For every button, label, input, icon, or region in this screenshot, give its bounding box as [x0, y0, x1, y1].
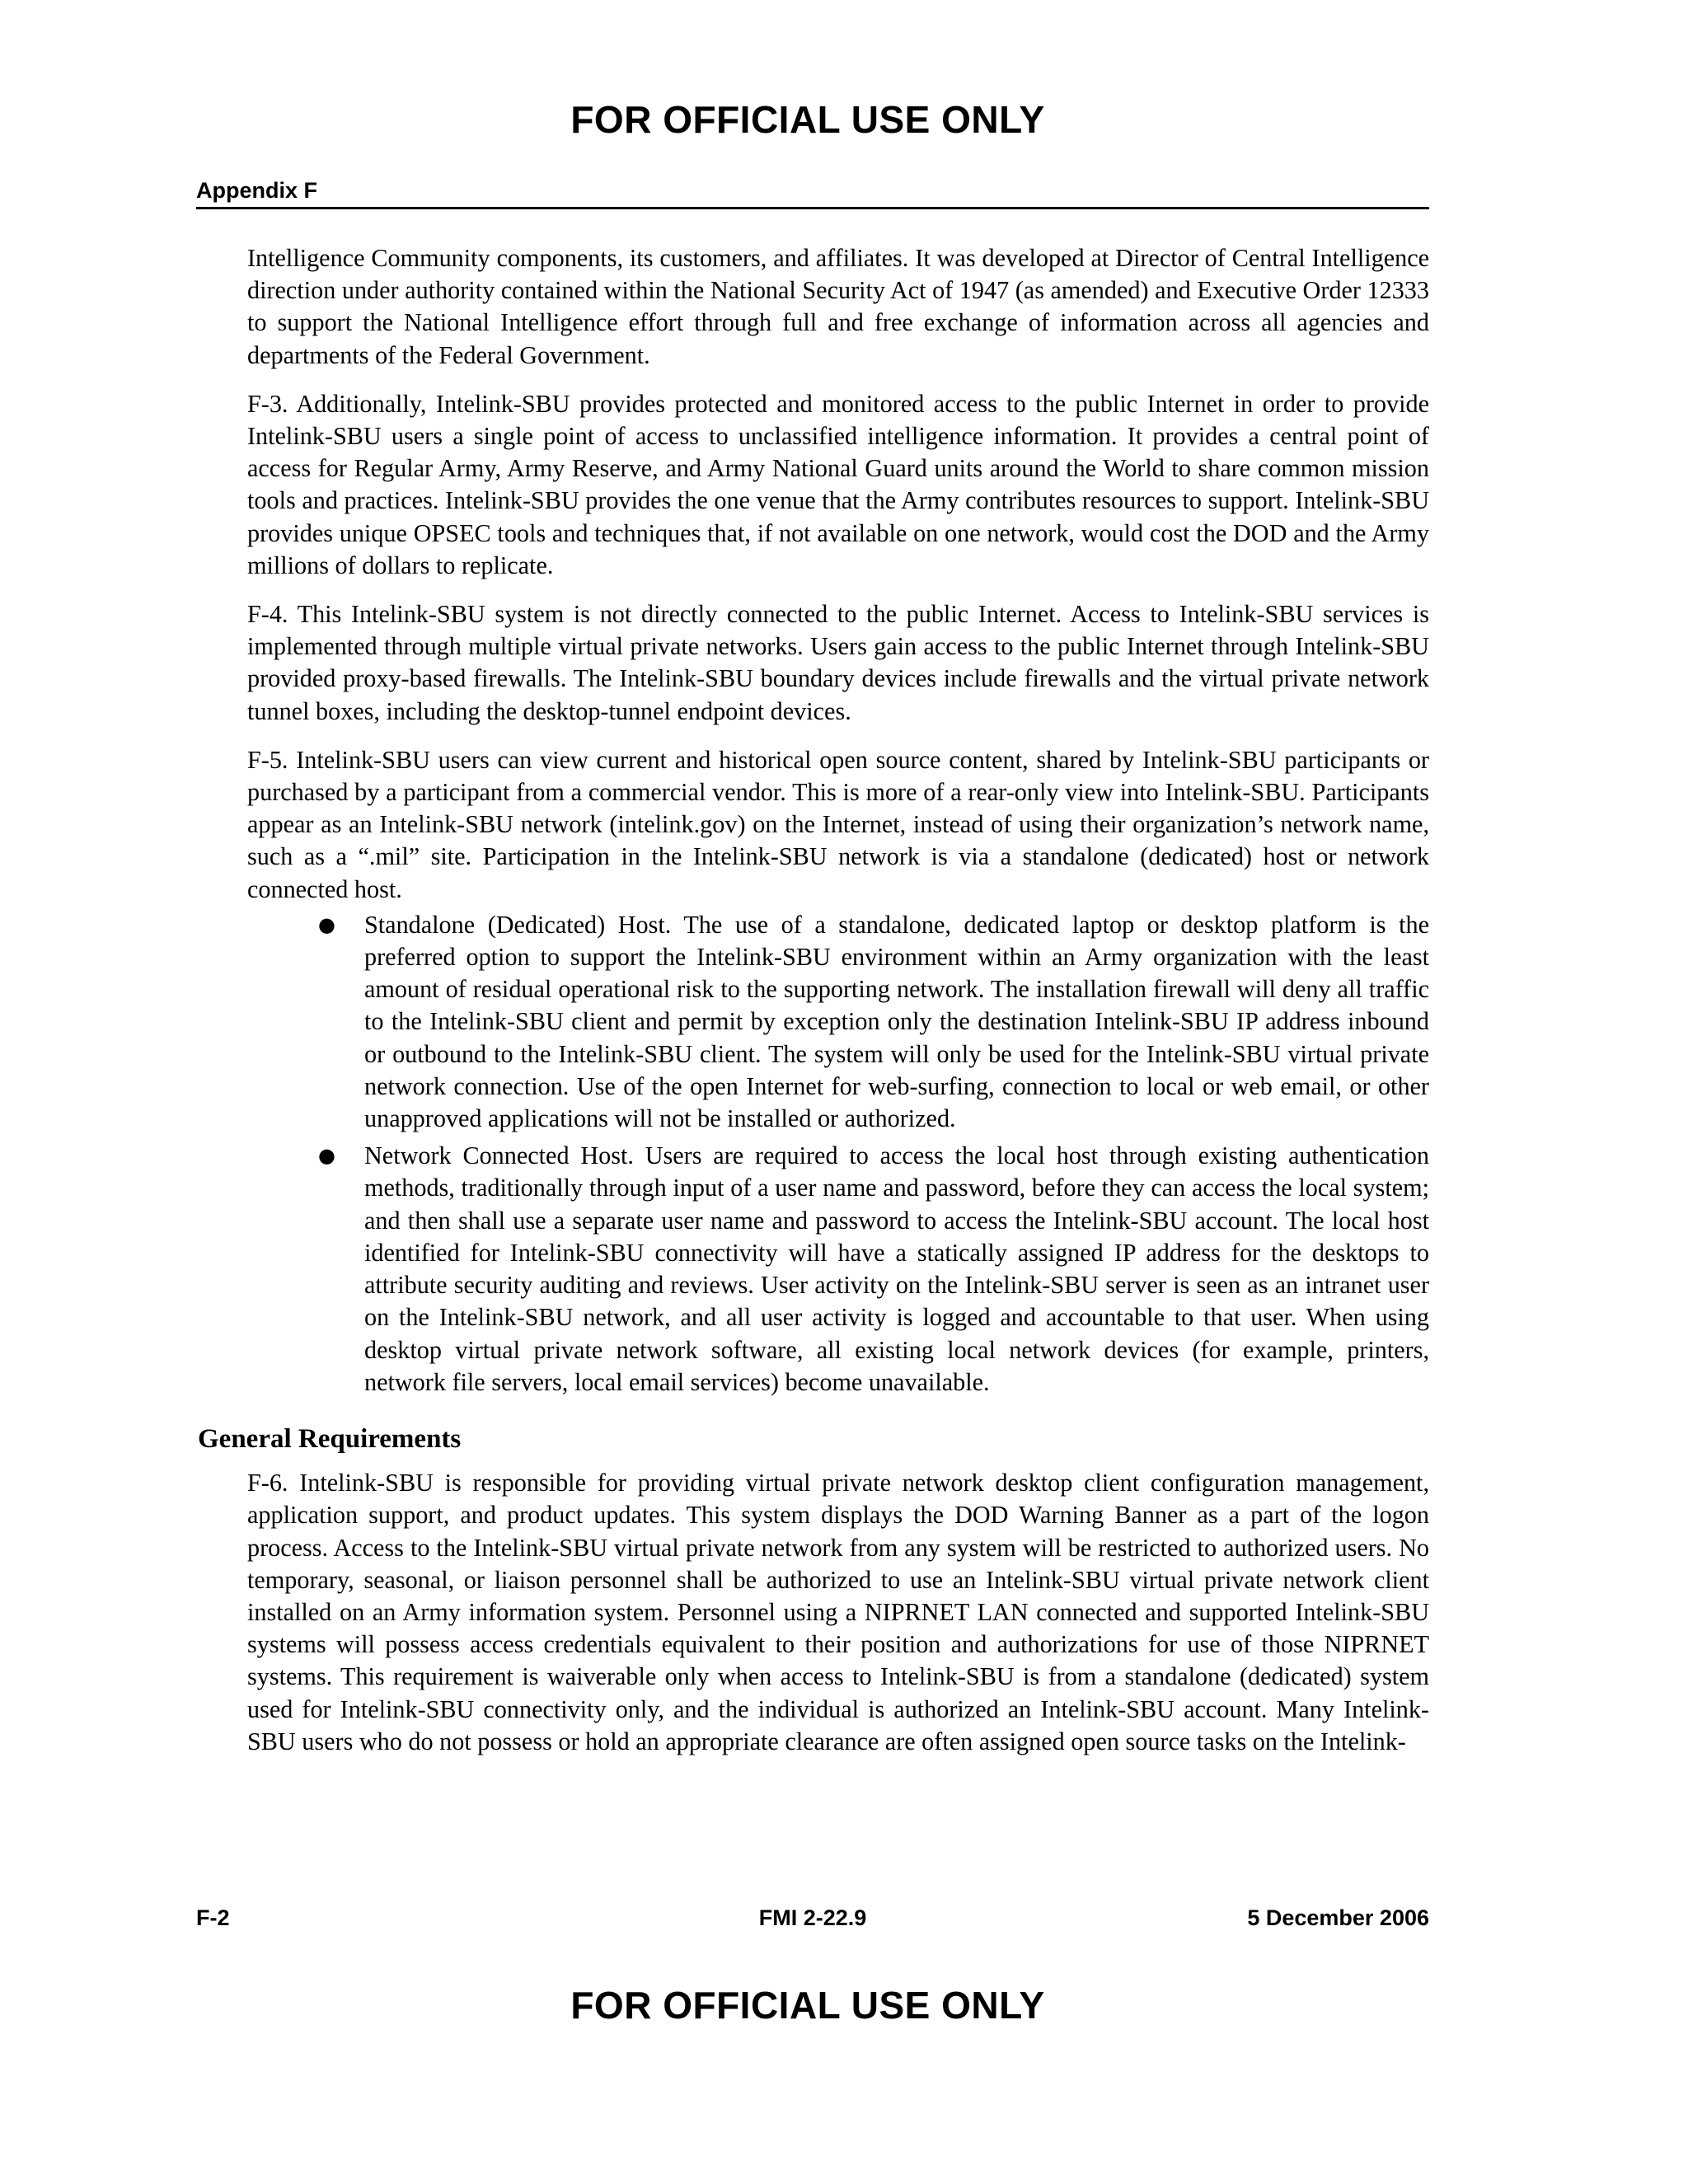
footer-doc-id: FMI 2-22.9 [758, 1905, 867, 1930]
running-head: Appendix F [196, 178, 317, 203]
paragraph-f4: F-4. This Intelink-SBU system is not directly connected to the public Internet. Access to Intelink-SBU services is implemented through multiple virtual private networks. Users gain access to the public Internet through Intelink-SBU provided proxy-based firewalls. The Intelink-SBU boundary devices include firewalls and the virtual private network tunnel boxes, including the desktop-tunnel endpoint devices. [247, 600, 1429, 725]
paragraph-f3: F-3. Additionally, Intelink-SBU provides protected and monitored access to the public Internet in order to provide Intelink-SBU users a single point of access to unclassified intelligence information. It provides a central point of access for Regular Army, Army Reserve, and Army National Guard units around the World to share common mission tools and practices. Intelink-SBU provides the one venue that the Army contributes resources to support. Intelink-SBU provides unique OPSEC tools and techniques that, if not available on one network, would cost the DOD and the Army millions of dollars to replicate. [247, 389, 1429, 579]
bullet-icon: ● [318, 1144, 335, 1168]
bullet-item-network-connected-host [247, 1140, 1429, 1399]
classification-banner-bottom: FOR OFFICIAL USE ONLY [570, 1984, 1045, 2027]
bullet-text: Network Connected Host. Users are required to access the local host through existing authentication methods, traditionally through input of a user name and password, before they can access the local system; and then shall use a separate user name and password to access the Intelink-SBU account. The local host identified for Intelink-SBU connectivity will have a statically assigned IP address for the desktops to attribute security auditing and reviews. User activity on the Intelink-SBU server is seen as an intranet user on the Intelink-SBU network, and all user activity is logged and accountable to that user. When using desktop virtual private network software, all existing local network devices (for example, printers, network file servers, local email services) become unavailable. [364, 1141, 1429, 1396]
document-body [198, 242, 1429, 1774]
bullet-text: Standalone (Dedicated) Host. The use of a standalone, dedicated laptop or desktop platform is the preferred option to support the Intelink-SBU environment within an Army organization with the least amount of residual operational risk to the supporting network. The installation firewall will deny all traffic to the Intelink-SBU client and permit by exception only the destination Intelink-SBU IP address inbound or outbound to the Intelink-SBU client. The system will only be used for the Intelink-SBU virtual private network connection. Use of the open Internet for web-surfing, connection to local or web email, or other unapproved applications will not be installed or authorized. [364, 910, 1429, 1133]
header-rule [196, 207, 1429, 209]
footer-date: 5 December 2006 [1247, 1905, 1429, 1930]
paragraph-intro: Intelligence Community components, its customers, and affiliates. It was developed at Director of Central Intelligence direction under authority contained within the National Security Act of 1947 (as amended) and Executive Order 12333 to support the National Intelligence effort through full and free exchange of information across all agencies and departments of the Federal Government. [247, 244, 1429, 369]
paragraph-f6: F-6. Intelink-SBU is responsible for providing virtual private network desktop client configuration management, application support, and product updates. This system displays the DOD Warning Banner as a part of the logon process. Access to the Intelink-SBU virtual private network from any system will be restricted to authorized users. No temporary, seasonal, or liaison personnel shall be authorized to use an Intelink-SBU virtual private network client installed on an Army information system. Personnel using a NIPRNET LAN connected and supported Intelink-SBU systems will possess access credentials equivalent to their position and authorizations for use of those NIPRNET systems. This requirement is waiverable only when access to Intelink-SBU is from a standalone (dedicated) system used for Intelink-SBU connectivity only, and the individual is authorized an Intelink-SBU account. Many Intelink-SBU users who do not possess or hold an appropriate clearance are often assigned open source tasks on the Intelink- [247, 1469, 1429, 1755]
classification-banner-top: FOR OFFICIAL USE ONLY [570, 98, 1045, 141]
section-heading-general-requirements: General Requirements [198, 1423, 462, 1454]
bullet-list [247, 909, 1429, 1399]
bullet-item-standalone-host [247, 909, 1429, 1135]
paragraph-f5: F-5. Intelink-SBU users can view current and historical open source content, shared by Intelink-SBU participants or purchased by a participant from a commercial vendor. This is more of a rear-only view into Intelink-SBU. Participants appear as an Intelink-SBU network (intelink.gov) on the Internet, instead of using their organization’s network name, such as a “.mil” site. Participation in the Intelink-SBU network is via a standalone (dedicated) host or network connected host. [247, 745, 1429, 903]
bullet-icon: ● [318, 912, 335, 936]
footer-page-number: F-2 [196, 1905, 230, 1930]
